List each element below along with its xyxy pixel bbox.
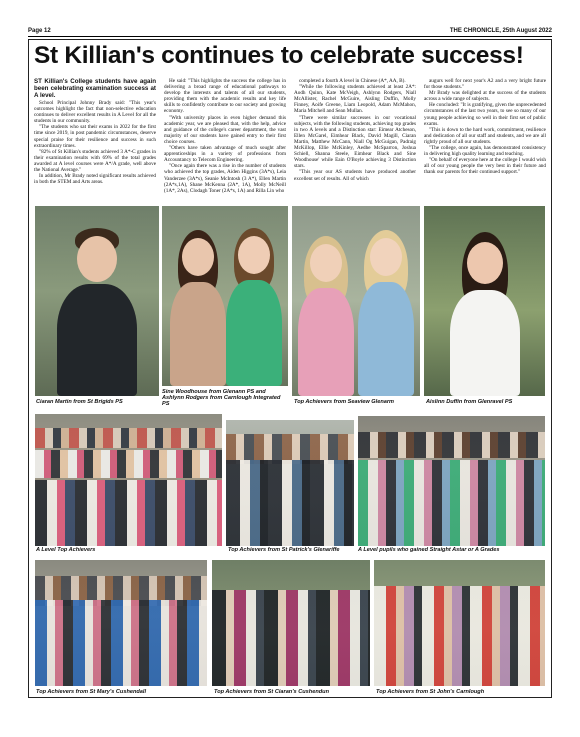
caption-p5: A Level Top Achievers xyxy=(36,547,96,553)
article-lead: ST Killian's College students have again been celebrating examination success at A level. xyxy=(34,78,156,99)
photo-sine-ashlynn xyxy=(162,206,288,386)
caption-p9: Top Achievers from St Ciaran's Cushendun xyxy=(214,689,329,695)
paragraph: "The students who sat their exams in 2022 for the first time since 2019, in post pandemic circumstances, deserve special praise for their resilience and success in such extraordinary times. xyxy=(34,124,156,149)
page-number: Page 12 xyxy=(28,28,51,34)
headline: St Killian's continues to celebrate success! xyxy=(34,42,524,69)
caption-p7: A Level pupils who gained Straight Astar or A Grades xyxy=(358,547,500,553)
paragraph: "There were similar successes in our vocational subjects, with the following students, achieving top grades in two A levels and a Distinction star: Eimear Atcheson, Ellen McGarel, Eimhear Black, David Magill, Ciaran Martin, Matthew McCann, Niall Og McGuigan, Padraig McKillop, Ellie McKinley, Aedhe McSparron, Joshua Schiell, Shanna Steele, Eimhear Black and Sine Woodhouse' while Eain O'Boyle achieving 3 Distinction stars. xyxy=(294,114,416,170)
paragraph: In addition, Mr Brady noted significant results achieved in both the STEM and Arts areas. xyxy=(34,173,156,186)
top-bar xyxy=(28,26,552,36)
paragraph: "While the following students achieved at least 2A*: Aodh Quinn, Kate McVeigh, Ashlynn Rodgers, Niall McAllister, Rachel McGuire, Aisling Duffin, Molly Finney, Aoife Greene, Liam Leopold, Adam McMahon, Maria Mitchell and Sean Mullan. xyxy=(294,84,416,115)
caption-p2: Sine Woodhouse from Glenann PS and Ashlynn Rodgers from Carnlough Integrated PS xyxy=(162,389,281,408)
caption-p3: Top Achievers from Seaview Glenarm xyxy=(294,399,394,405)
paragraph: "82% of St Killian's students achieved 3 A*-C grades in their examination results with 69% of the total grades awarded at A level courses were A*/A grade, well above the National Average." xyxy=(34,148,156,174)
photo-st-patricks-glenariffe xyxy=(226,420,354,546)
paragraph: School Principal Johnny Brady said: "This year's outcomes highlight the fact that non-selective education continues to deliver excellent results in A Level for all the students in our community. xyxy=(34,100,156,125)
paragraph: completed a fourth A level in Chinese (A*, AA, B). xyxy=(299,78,406,84)
paragraph: He said: "This highlights the success the college has in delivering a broad range of educational pathways to develop the interests and talents of all our students, providing them with the academic results and key life skills to confidently contribute to our society and growing economy. xyxy=(164,78,286,115)
paragraph: "Once again there was a rise in the number of students who achieved the top grades, Aiden Higgins (3A*s), Leia Vanderzee (3A*s), Seanie McIntosh (3 A*), Ellen Martin (2A*s,1A), Shane McKenna (2A*, 1A), Molly McNeill (1A*, 2As), Clodagh Toner (2A*s, 1A) and Rilla Lin who xyxy=(164,163,286,194)
paragraph: "On behalf of everyone here at the college I would wish all of our young people the very best in their future and thank our parents for their continued support." xyxy=(424,157,546,176)
caption-p6: Top Achievers from St Patrick's Glenariffe xyxy=(228,547,340,553)
paragraph: He concluded: "It is gratifying, given the unprecedented circumstances of the last two years, to see so many of our young people achieving so well in their first set of public exams. xyxy=(424,102,546,127)
photo-st-marys-cushendall xyxy=(35,560,207,686)
caption-p10: Top Achievers from St John's Carnlough xyxy=(376,689,485,695)
paragraph: "The college, once again, has demonstrated consistency in delivering high quality learning and teaching. xyxy=(424,145,546,158)
paragraph: "With university places in even higher demand this academic year, we are pleased that, with the help, advice and guidance of the college's career department, the vast majority of our students have gained entry to their first choice courses. xyxy=(164,114,286,145)
photo-ciaran-martin xyxy=(35,206,159,396)
header-rule xyxy=(28,36,552,37)
paragraph: "This is down to the hard work, commitment, resilience and dedication of all our staff and students, and we are all rightly proud of all our students. xyxy=(424,126,546,145)
photo-st-johns-carnlough xyxy=(374,560,545,686)
paragraph: Mr Brady was delighted at the success of the students across a wide range of subjects. xyxy=(424,90,546,103)
photo-a-level-straight-astar xyxy=(358,416,545,546)
masthead-date: THE CHRONICLE, 25th August 2022 xyxy=(449,28,552,34)
photo-aislinn-duffin xyxy=(424,206,545,396)
caption-p8: Top Achievers from St Mary's Cushendall xyxy=(36,689,147,695)
paragraph: augurs well for next year's A2 and a very bright future for those students." xyxy=(424,78,546,91)
photo-a-level-top-achievers xyxy=(35,414,222,546)
photo-st-ciarans-cushendun xyxy=(212,560,370,686)
caption-p4: Aislinn Duffin from Glenravel PS xyxy=(426,399,513,405)
paragraph: "Others have taken advantage of much sought after apprenticeships in a variety of professions from Accountancy to Telecom Engineering. xyxy=(164,145,286,164)
photo-seaview-glenarm xyxy=(292,206,420,396)
caption-p1: Ciaran Martin from St Brigids PS xyxy=(36,399,123,405)
paragraph: "This year our AS students have produced another excellent set of results. All of which xyxy=(294,169,416,182)
